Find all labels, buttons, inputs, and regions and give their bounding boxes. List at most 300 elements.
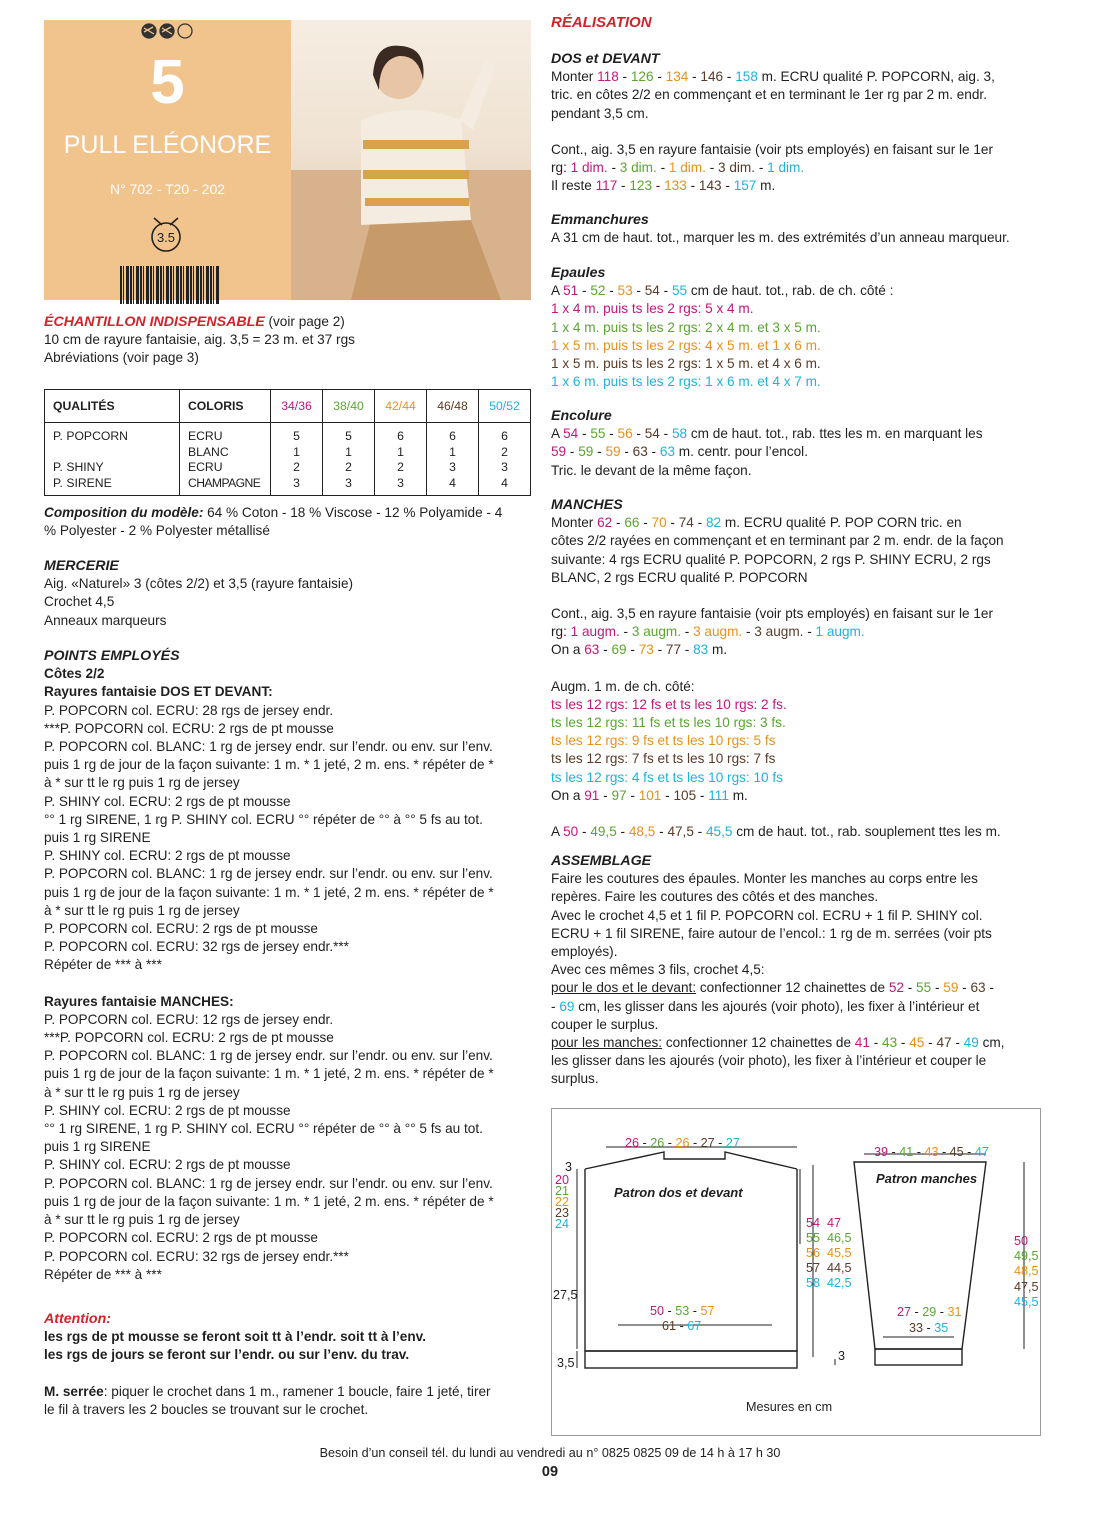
text: On a xyxy=(551,787,585,803)
table-row xyxy=(45,476,531,496)
size-value: 45 xyxy=(949,1145,964,1159)
size-values: 59 - 59 - 59 - 63 - 63 xyxy=(551,444,675,460)
value-cell: 4 xyxy=(501,475,508,490)
text: A 31 cm de haut. tot., marquer les m. des extrémités d’un anneau marqueur. xyxy=(551,230,1010,246)
size-value: 63 xyxy=(659,444,675,460)
size-value: 35 xyxy=(934,1321,949,1335)
value-cell: 3 xyxy=(427,460,479,476)
text: cm de haut. tot., rab. ttes les m. en marquant les xyxy=(687,426,983,442)
text: confectionner 12 chainettes de xyxy=(696,980,889,996)
size-value: 1 dim. xyxy=(767,160,805,176)
instruction-line: ***P. POPCORN col. ECRU: 2 rgs de pt mousse xyxy=(44,720,334,736)
size-value: 59 xyxy=(605,444,621,460)
sleeve-bottom-measures xyxy=(897,1306,961,1318)
size-value: 55 xyxy=(590,426,606,442)
size-values: - 69 xyxy=(551,998,575,1014)
text: m. ECRU qualité P. POP CORN tric. en xyxy=(721,515,962,531)
instruction-line: P. POPCORN col. ECRU: 28 rgs de jersey endr. xyxy=(44,702,334,718)
echantillon-line: 10 cm de rayure fantaisie, aig. 3,5 = 23 m. et 37 rgs xyxy=(44,332,355,348)
size-value: 62 xyxy=(597,515,613,531)
body-pattern-title: Patron dos et devant xyxy=(614,1185,743,1200)
size-values: 33 - 35 xyxy=(909,1321,949,1335)
quality-cell: P. SHINY xyxy=(45,460,180,476)
text: Tric. le devant de la même façon. xyxy=(551,462,752,478)
text: Avec ces mêmes 3 fils, crochet 4,5: xyxy=(551,962,765,978)
instruction-line: °° 1 rg SIRENE, 1 rg P. SHINY col. ECRU °° répéter de °° à °° 5 fs au tot. xyxy=(44,1121,483,1137)
text: Monter xyxy=(551,69,598,85)
size-values: 117 - 123 - 133 - 143 - 157 xyxy=(595,178,757,194)
size-value: 126 xyxy=(630,69,654,85)
epaules-line-size-5: 1 x 6 m. puis ts les 2 rgs: 1 x 6 m. et 4 x 7 m. xyxy=(551,374,821,390)
manches-stripes-lines xyxy=(44,1011,494,1284)
instruction-line: à * sur tt le rg puis 1 rg de jersey xyxy=(44,1212,240,1228)
svg-text:3.5: 3.5 xyxy=(156,230,176,245)
value-cell: 3 xyxy=(323,476,375,496)
realisation-title: RÉALISATION xyxy=(551,14,652,31)
size-value: 47 xyxy=(936,1035,952,1051)
value-cell: 1 xyxy=(427,445,479,461)
echantillon-section xyxy=(44,313,355,368)
value-cell: 6 xyxy=(427,423,479,445)
instruction-line: P. POPCORN col. BLANC: 1 rg de jersey endr. sur l’endr. ou env. sur l’env. xyxy=(44,866,493,882)
color-cell: BLANC xyxy=(180,445,271,461)
sleeve-total-size-1: 50 xyxy=(1014,1234,1029,1248)
body-total-size-2: 55 xyxy=(806,1231,821,1245)
size-value: 82 xyxy=(705,515,722,531)
armhole-size-1: 20 xyxy=(555,1173,570,1187)
mercerie-section xyxy=(44,557,353,630)
size-value: 26 xyxy=(650,1136,665,1150)
points-title: POINTS EMPLOYÉS xyxy=(44,648,180,664)
instruction-line: P. POPCORN col. BLANC: 1 rg de jersey endr. sur l’endr. ou env. sur l’env. xyxy=(44,1175,493,1191)
size-value: 158 xyxy=(735,69,758,85)
value-cell: 4 xyxy=(427,476,479,496)
pattern-number: 5 xyxy=(150,48,185,117)
cotes-label: Côtes 2/2 xyxy=(44,666,105,682)
color-cell: ECRU xyxy=(180,423,271,445)
instruction-line: puis 1 rg de jour de la façon suivante: 1 m. * 1 jeté, 2 m. ens. * répéter de * xyxy=(44,1066,494,1082)
dos-stripes-title: Rayures fantaisie DOS ET DEVANT: xyxy=(44,684,273,700)
table-row xyxy=(45,445,531,461)
instruction-line: P. POPCORN col. ECRU: 2 rgs de pt mousse xyxy=(44,921,318,937)
size-values: 39 - 41 - 43 - 45 - 47 xyxy=(874,1145,989,1159)
size-values: 63 - 69 - 73 - 77 - 83 xyxy=(584,642,709,658)
text: Il reste xyxy=(551,178,596,194)
epaules-line-size-2: 1 x 4 m. puis ts les 2 rgs: 2 x 4 m. et 3 x 5 m. xyxy=(551,319,821,335)
value-cell: 5 xyxy=(323,423,375,445)
size-value: 47,5 xyxy=(667,824,694,840)
value-cell: 3 xyxy=(271,476,323,496)
value-cell: 2 xyxy=(501,444,508,459)
size-value: 63 xyxy=(970,980,986,996)
size-value: 49,5 xyxy=(590,824,617,840)
instruction-line: P. POPCORN col. BLANC: 1 rg de jersey endr. sur l’endr. ou env. sur l’env. xyxy=(44,1048,493,1064)
size-value: 91 xyxy=(584,787,600,803)
augm-line-size-4: ts les 12 rgs: 7 fs et ts les 10 rgs: 7 fs xyxy=(551,751,776,767)
size-value: 1 dim. xyxy=(570,160,608,176)
sleeve-height-size-5: 42,5 xyxy=(827,1276,852,1290)
size-value: 67 xyxy=(687,1319,702,1333)
instruction-line: puis 1 rg de jour de la façon suivante: 1 m. * 1 jeté, 2 m. ens. * répéter de * xyxy=(44,757,494,773)
size-value: 83 xyxy=(693,642,709,658)
instruction-line: P. SHINY col. ECRU: 2 rgs de pt mousse xyxy=(44,793,291,809)
text: m. xyxy=(756,178,776,194)
size-value: 53 xyxy=(617,283,633,299)
sleeve-pattern-title: Patron manches xyxy=(876,1171,978,1186)
header-qualites: QUALITÉS xyxy=(45,390,180,423)
size-values: 50 - 49,5 - 48,5 - 47,5 - 45,5 xyxy=(563,824,733,840)
size-value: 3 augm. xyxy=(693,624,743,640)
instruction-line: P. SHINY col. ECRU: 2 rgs de pt mousse xyxy=(44,848,291,864)
size-values: 61 - 67 xyxy=(662,1319,702,1333)
instruction-line: ***P. POPCORN col. ECRU: 2 rgs de pt mousse xyxy=(44,1030,334,1046)
size-value: 59 xyxy=(551,444,567,460)
footer-text: Besoin d’un conseil tél. du lundi au vendredi au n° 0825 0825 09 de 14 h à 17 h 30 xyxy=(319,1446,781,1460)
header-coloris: COLORIS xyxy=(180,390,271,423)
header-size-3: 42/44 xyxy=(375,390,427,423)
composition-label: Composition du modèle: xyxy=(44,505,204,520)
sleeve-height-size-4: 44,5 xyxy=(827,1261,852,1275)
model-photo xyxy=(291,20,531,300)
size-value: 143 xyxy=(698,178,722,194)
size-value: 70 xyxy=(651,515,667,531)
sleeve-total-size-2: 49,5 xyxy=(1014,1249,1039,1263)
text: rg: xyxy=(551,624,571,640)
pattern-diagram xyxy=(551,1108,1041,1436)
body-total-size-5: 58 xyxy=(806,1276,821,1290)
size-value: 50 xyxy=(650,1304,665,1318)
shoulder-measures xyxy=(625,1137,740,1149)
text: employés). xyxy=(551,944,618,960)
echantillon-note: (voir page 2) xyxy=(264,314,345,329)
size-value: 55 xyxy=(916,980,932,996)
instruction-line: P. POPCORN col. ECRU: 32 rgs de jersey endr.*** xyxy=(44,1248,349,1264)
assemblage-title: ASSEMBLAGE xyxy=(551,853,652,869)
instruction-line: Répéter de *** à *** xyxy=(44,957,162,973)
size-value: 43 xyxy=(924,1145,939,1159)
quality-cell: P. SIRENE xyxy=(45,476,180,496)
text: BLANC, 2 rgs ECRU qualité P. POPCORN xyxy=(551,569,808,585)
size-values: 41 - 43 - 45 - 47 - 49 xyxy=(854,1035,979,1051)
text: A xyxy=(551,283,564,299)
attention-section xyxy=(44,1310,426,1365)
size-value: 26 xyxy=(675,1136,690,1150)
sleeve-bottom-measures-2 xyxy=(909,1322,948,1334)
armhole-size-4: 23 xyxy=(555,1206,570,1220)
composition-text-2: % Polyester - 2 % Polyester métallisé xyxy=(44,523,270,539)
size-value: 47 xyxy=(974,1145,989,1159)
m-serree-text-2: le fil à travers les 2 boucles se trouvant sur le crochet. xyxy=(44,1402,369,1418)
sleeve-height-size-2: 46,5 xyxy=(827,1231,852,1245)
text: ECRU + 1 fil SIRENE, faire autour de l’encol.: 1 rg de m. serrées (voir pts xyxy=(551,925,992,941)
value-cell: 2 xyxy=(375,460,427,476)
header-size-2: 38/40 xyxy=(323,390,375,423)
instruction-line: à * sur tt le rg puis 1 rg de jersey xyxy=(44,775,240,791)
size-value: 48,5 xyxy=(628,824,656,840)
size-values: 52 - 55 - 59 - 63 - xyxy=(888,980,994,996)
abbreviations-line: Abréviations (voir page 3) xyxy=(44,350,199,366)
mercerie-line: Aig. «Naturel» 3 (côtes 2/2) et 3,5 (rayure fantaisie) xyxy=(44,576,354,592)
size-value: 43 xyxy=(882,1035,898,1051)
size-value: 57 xyxy=(700,1304,715,1318)
size-values: 26 - 26 - 26 - 27 - 27 xyxy=(625,1136,740,1150)
instruction-line: puis 1 rg de jour de la façon suivante: 1 m. * 1 jeté, 2 m. ens. * répéter de * xyxy=(44,884,494,900)
size-value: 157 xyxy=(733,178,757,194)
attention-line: les rgs de jours se feront sur l’endr. ou sur l’env. du trav. xyxy=(44,1347,410,1363)
sleeve-total-size-5: 45,5 xyxy=(1014,1295,1039,1309)
text: les glisser dans les ajourés (voir photo), les fixer à l’intérieur et couper le xyxy=(551,1053,987,1069)
size-value: 101 xyxy=(638,787,662,803)
size-value: 73 xyxy=(638,642,654,658)
size-values: 1 dim. - 3 dim. - 1 dim. - 3 dim. - 1 dim. xyxy=(570,160,805,176)
pattern-title: PULL ELÉONORE xyxy=(63,131,272,159)
size-value: 118 xyxy=(597,69,619,85)
instruction-line: puis 1 rg SIRENE xyxy=(44,1139,151,1155)
text: A xyxy=(551,426,564,442)
text: surplus. xyxy=(551,1071,599,1087)
text: Cont., aig. 3,5 en rayure fantaisie (voir pts employés) en faisant sur le 1er xyxy=(551,141,994,157)
value-cell: 3 xyxy=(375,476,427,496)
color-cell: CHAMPAGNE xyxy=(180,476,271,496)
text: m. xyxy=(708,642,728,658)
sleeve-height-size-1: 47 xyxy=(827,1216,842,1230)
size-value: 31 xyxy=(947,1305,962,1319)
diagram-caption: Mesures en cm xyxy=(746,1400,833,1414)
text: suivante: 4 rgs ECRU qualité P. POPCORN, 2 rgs P. SHINY ECRU, 2 rgs xyxy=(551,551,991,567)
size-value: 54 xyxy=(644,283,660,299)
barcode xyxy=(120,266,220,304)
armhole-size-2: 21 xyxy=(555,1184,570,1198)
size-value: 33 xyxy=(909,1321,924,1335)
m-serree-label: M. serrée xyxy=(44,1384,104,1399)
realisation-section xyxy=(551,14,652,32)
size-values: 50 - 53 - 57 xyxy=(650,1304,715,1318)
size-value: 26 xyxy=(625,1136,640,1150)
size-values: 62 - 66 - 70 - 74 - 82 xyxy=(597,515,722,531)
text: A xyxy=(551,824,564,840)
dos-devant-title: DOS et DEVANT xyxy=(551,51,660,67)
table-header-row xyxy=(45,390,531,423)
header-size-1: 34/36 xyxy=(271,390,323,423)
size-value: 63 xyxy=(584,642,600,658)
augm-line-size-5: ts les 12 rgs: 4 fs et ts les 10 rgs: 10 fs xyxy=(551,769,783,785)
quality-cell xyxy=(45,445,180,461)
text: Faire les coutures des épaules. Monter les manches au corps entre les xyxy=(551,871,978,887)
size-value: 133 xyxy=(664,178,687,194)
manches-section xyxy=(551,496,1004,841)
text: couper le surplus. xyxy=(551,1016,659,1032)
value-cell: 1 xyxy=(271,445,323,461)
epaules-line-size-4: 1 x 5 m. puis ts les 2 rgs: 1 x 5 m. et 4 x 6 m. xyxy=(551,356,821,372)
epaules-line-size-1: 1 x 4 m. puis ts les 2 rgs: 5 x 4 m. xyxy=(551,301,754,317)
text: m. xyxy=(728,787,748,803)
size-value: 63 xyxy=(632,444,648,460)
body-total-size-4: 57 xyxy=(806,1261,821,1275)
dos-devant-label: pour le dos et le devant: xyxy=(551,980,697,996)
rib-height-label: 3,5 xyxy=(557,1356,575,1370)
value-cell: 6 xyxy=(501,429,508,443)
size-value: 134 xyxy=(665,69,689,85)
echantillon-title: ÉCHANTILLON INDISPENSABLE xyxy=(44,314,265,330)
size-value: 77 xyxy=(665,642,682,658)
manches-title: MANCHES xyxy=(551,497,623,513)
size-value: 41 xyxy=(899,1145,914,1159)
size-value: 54 xyxy=(644,426,660,442)
text: tric. en côtes 2/2 en commençant et en terminant le 1er rg par 2 m. endr. xyxy=(551,87,987,103)
pattern-reference: N° 702 - T20 - 202 xyxy=(109,181,226,197)
size-values: 54 - 55 - 56 - 54 - 58 xyxy=(563,426,688,442)
size-value: 54 xyxy=(563,426,579,442)
size-value: 56 xyxy=(617,426,633,442)
text: cm, xyxy=(978,1035,1005,1051)
augm-line-size-2: ts les 12 rgs: 11 fs et ts les 10 rgs: 3 fs. xyxy=(551,715,786,731)
manches-stripes-title: Rayures fantaisie MANCHES: xyxy=(44,993,234,1009)
size-value: 55 xyxy=(671,283,688,299)
size-value: 58 xyxy=(671,426,688,442)
size-value: 53 xyxy=(675,1304,690,1318)
value-cell: 2 xyxy=(271,460,323,476)
instruction-line: à * sur tt le rg puis 1 rg de jersey xyxy=(44,902,240,918)
size-value: 52 xyxy=(590,283,606,299)
size-value: 59 xyxy=(578,444,594,460)
page-number: 09 xyxy=(541,1464,559,1480)
qualities-table xyxy=(44,389,531,496)
text: pendant 3,5 cm. xyxy=(551,105,649,121)
text: m. ECRU qualité P. POPCORN, aig. 3, xyxy=(757,69,995,85)
text: Avec le crochet 4,5 et 1 fil P. POPCORN col. ECRU + 1 fil P. SHINY col. xyxy=(551,907,983,923)
quality-cell: P. POPCORN xyxy=(45,423,180,445)
manches-label: pour les manches: xyxy=(551,1035,663,1051)
size-value: 1 dim. xyxy=(668,160,706,176)
text: On a xyxy=(551,642,585,658)
text: cm de haut. tot., rab. souplement ttes les m. xyxy=(732,824,1001,840)
needle-size-icon xyxy=(146,215,186,255)
instruction-line: P. SHINY col. ECRU: 2 rgs de pt mousse xyxy=(44,1157,291,1173)
size-value: 29 xyxy=(922,1305,937,1319)
size-value: 51 xyxy=(563,283,579,299)
instruction-line: puis 1 rg SIRENE xyxy=(44,830,151,846)
size-value: 49 xyxy=(963,1035,979,1051)
header-size-5: 50/52 xyxy=(479,390,531,423)
size-values: 27 - 29 - 31 xyxy=(897,1305,962,1319)
sleeve-rib-label: 3 xyxy=(838,1349,846,1363)
body-total-size-1: 54 xyxy=(806,1216,821,1230)
instruction-line: Répéter de *** à *** xyxy=(44,1266,162,1282)
table-row xyxy=(45,423,531,445)
emmanchures-title: Emmanchures xyxy=(551,212,649,228)
size-value: 3 dim. xyxy=(619,160,657,176)
composition-text: 64 % Coton - 18 % Viscose - 12 % Polyamide - 4 xyxy=(203,505,503,520)
size-values: 118 - 126 - 134 - 146 - 158 xyxy=(597,69,758,85)
text: m. centr. pour l’encol. xyxy=(675,444,808,460)
m-serree-section xyxy=(44,1383,491,1419)
pattern-header-card xyxy=(44,20,291,300)
size-value: 1 augm. xyxy=(815,624,865,640)
size-value: 3 dim. xyxy=(718,160,756,176)
sleeve-total-size-3: 48,5 xyxy=(1014,1264,1039,1278)
mercerie-line: Crochet 4,5 xyxy=(44,594,115,610)
augm-line-size-3: ts les 12 rgs: 9 fs et ts les 10 rgs: 5 fs xyxy=(551,733,776,749)
text: repères. Faire les coutures des côtés et des manches. xyxy=(551,889,879,905)
instruction-line: °° 1 rg SIRENE, 1 rg P. SHINY col. ECRU °° répéter de °° à °° 5 fs au tot. xyxy=(44,811,483,827)
instruction-line: P. POPCORN col. BLANC: 1 rg de jersey endr. sur l’endr. ou env. sur l’env. xyxy=(44,739,493,755)
size-value: 146 xyxy=(700,69,724,85)
size-value: 27 xyxy=(897,1305,912,1319)
epaules-title: Epaules xyxy=(551,265,606,281)
epaules-section xyxy=(551,264,893,391)
yarn-balls-icon xyxy=(44,20,291,45)
m-serree-text: : piquer le crochet dans 1 m., ramener 1 boucle, faire 1 jeté, tirer xyxy=(103,1384,491,1399)
size-value: 52 xyxy=(888,980,904,996)
size-value: 66 xyxy=(624,515,640,531)
mercerie-title: MERCERIE xyxy=(44,558,119,574)
size-value: 69 xyxy=(611,642,627,658)
text: cm de haut. tot., rab. de ch. côté : xyxy=(687,283,894,299)
side-height-label: 27,5 xyxy=(553,1288,578,1302)
emmanchures-section xyxy=(551,211,1010,247)
instruction-line: P. POPCORN col. ECRU: 12 rgs de jersey endr. xyxy=(44,1011,334,1027)
points-section xyxy=(44,647,494,1284)
size-value: 45 xyxy=(909,1035,925,1051)
armhole-size-5: 24 xyxy=(555,1217,570,1231)
sleeve-height-size-3: 45,5 xyxy=(827,1246,852,1260)
instruction-line: P. SHINY col. ECRU: 2 rgs de pt mousse xyxy=(44,1102,291,1118)
attention-title: Attention: xyxy=(44,1311,111,1327)
size-value: 59 xyxy=(943,980,959,996)
size-value: 117 xyxy=(595,178,618,194)
size-value: 27 xyxy=(700,1136,715,1150)
augm-line-size-1: ts les 12 rgs: 12 fs et ts les 10 rgs: 2 fs. xyxy=(551,696,787,712)
instruction-line: à * sur tt le rg puis 1 rg de jersey xyxy=(44,1084,240,1100)
size-value: 45,5 xyxy=(706,824,733,840)
size-values: 91 - 97 - 101 - 105 - 111 xyxy=(584,787,729,803)
text: cm, les glisser dans les ajourés (voir photo), les fixer à l’intérieur et xyxy=(574,998,980,1014)
text: Augm. 1 m. de ch. côté: xyxy=(551,678,695,694)
value-cell: 2 xyxy=(323,460,375,476)
text: Cont., aig. 3,5 en rayure fantaisie (voir pts employés) en faisant sur le 1er xyxy=(551,606,994,622)
value-cell: 1 xyxy=(375,445,427,461)
instruction-line: P. POPCORN col. ECRU: 32 rgs de jersey endr.*** xyxy=(44,939,349,955)
size-value: 1 augm. xyxy=(570,624,620,640)
text: rg: xyxy=(551,160,571,176)
sleeve-top-measures xyxy=(874,1146,989,1158)
size-value: 105 xyxy=(673,787,697,803)
neck-depth-label: 3 xyxy=(565,1160,573,1174)
body-width-measures-2 xyxy=(662,1320,701,1332)
size-value: 27 xyxy=(725,1136,740,1150)
attention-line: les rgs de pt mousse se feront soit tt à l’endr. soit tt à l’env. xyxy=(44,1329,426,1345)
encolure-title: Encolure xyxy=(551,408,612,424)
body-width-measures xyxy=(650,1305,714,1317)
header-size-4: 46/48 xyxy=(427,390,479,423)
text: Monter xyxy=(551,515,598,531)
color-cell: ECRU xyxy=(180,460,271,476)
table-row xyxy=(45,460,531,476)
size-value: 61 xyxy=(662,1319,677,1333)
size-value: 97 xyxy=(611,787,627,803)
value-cell: 6 xyxy=(375,423,427,445)
sleeve-total-size-4: 47,5 xyxy=(1014,1280,1039,1294)
size-value: 74 xyxy=(678,515,694,531)
assemblage-section xyxy=(551,852,1004,1089)
text: côtes 2/2 rayées en commençant et en terminant par 2 m. endr. de la façon xyxy=(551,533,1004,549)
composition-section xyxy=(44,504,502,540)
value-cell: 3 xyxy=(501,460,508,474)
size-value: 50 xyxy=(563,824,579,840)
size-value: 3 augm. xyxy=(754,624,804,640)
encolure-section xyxy=(551,407,983,480)
size-value: 69 xyxy=(559,998,575,1014)
